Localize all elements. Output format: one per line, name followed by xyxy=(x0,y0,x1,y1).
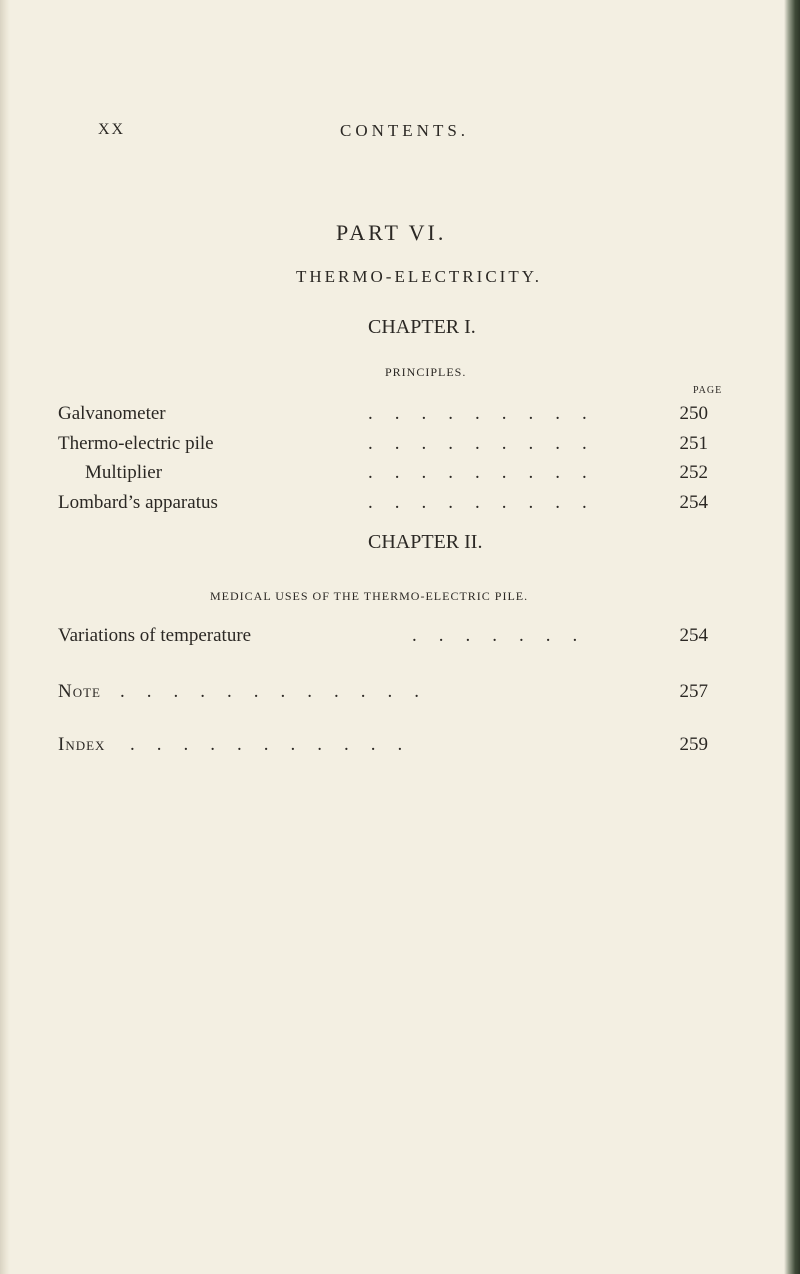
dot-leader: ........... xyxy=(130,734,425,755)
toc-page-galvanometer: 250 xyxy=(679,403,708,424)
dot-leader: ......... xyxy=(368,462,609,483)
chapter-1-section: PRINCIPLES. xyxy=(385,365,467,379)
chapter-2-section: MEDICAL USES OF THE THERMO-ELECTRIC PILE. xyxy=(210,589,529,603)
toc-entry-note: Note xyxy=(58,681,101,702)
toc-entry-variations-of-temperature: Variations of temperature xyxy=(58,625,252,646)
dot-leader: ....... xyxy=(412,625,600,646)
running-head-title: CONTENTS. xyxy=(340,121,470,140)
dot-leader: ......... xyxy=(368,403,609,424)
part-subject: THERMO-ELECTRICITY. xyxy=(296,267,543,286)
dot-leader: ............ xyxy=(120,681,441,702)
toc-entry-thermo-electric-pile: Thermo-electric pile xyxy=(58,433,214,454)
toc-entry-index: Index xyxy=(58,734,106,755)
page-number-roman: XX xyxy=(98,121,126,138)
part-title: PART VI. xyxy=(336,220,447,245)
toc-page-note: 257 xyxy=(679,681,708,702)
chapter-1-heading: CHAPTER I. xyxy=(368,316,476,338)
page-column-label: PAGE xyxy=(693,385,723,396)
toc-entry-galvanometer: Galvanometer xyxy=(58,403,166,424)
toc-entry-multiplier: Multiplier xyxy=(85,462,163,483)
toc-page-variations-of-temperature: 254 xyxy=(679,625,708,646)
chapter-2-heading: CHAPTER II. xyxy=(368,531,483,553)
toc-page-multiplier: 252 xyxy=(679,462,708,483)
toc-page-index: 259 xyxy=(679,734,708,755)
toc-page-thermo-electric-pile: 251 xyxy=(679,433,708,454)
dot-leader: ......... xyxy=(368,433,609,454)
page-edge-left xyxy=(0,0,10,1274)
dot-leader: ......... xyxy=(368,492,609,513)
toc-page-lombards-apparatus: 254 xyxy=(679,492,708,513)
book-edge-right xyxy=(784,0,800,1274)
toc-entry-lombards-apparatus: Lombard’s apparatus xyxy=(58,492,218,513)
